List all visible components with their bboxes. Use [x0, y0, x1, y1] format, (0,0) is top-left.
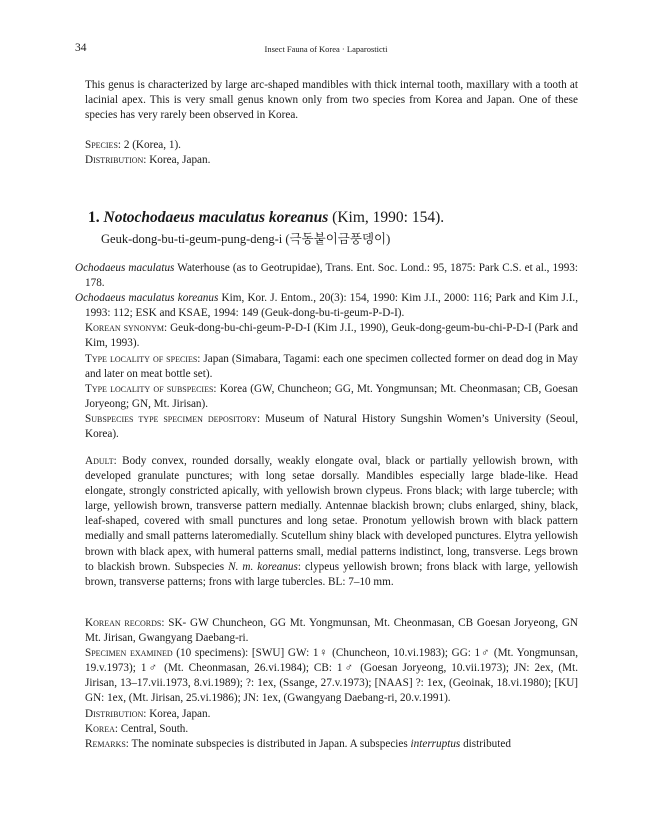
synonym-name: Ochodaeus maculatus [75, 262, 175, 274]
species-name: Notochodaeus maculatus koreanus [103, 209, 329, 226]
remarks-taxon: interruptus [410, 737, 461, 750]
species-value: 2 (Korea, 1). [121, 139, 181, 151]
synonym-name: Ochodaeus maculatus koreanus [75, 292, 219, 305]
species-number: 1. [88, 209, 104, 226]
distribution-label: Distribution: [85, 154, 147, 167]
synonym-entry: Ochodaeus maculatus koreanus Kim, Kor. J. Entom., 20(3): 154, 1990: Kim J.I., 2000: 116; Park and Kim J.I., 1993: 112; ESK and KSAE, 1994: 149 (Geuk-dong-bu-ti-geum-P-D-I). [75, 292, 579, 320]
adult-label: Adult: [85, 455, 117, 467]
page-number: 34 [75, 42, 87, 54]
running-header [75, 41, 577, 55]
species-heading [88, 208, 444, 228]
type-locality-species: Type locality of species: Japan (Simabara, Tagami: each one specimen collected former on dead dog in May and later on meat bottle set). [85, 352, 578, 380]
species-author: (Kim, 1990: 154). [328, 209, 445, 226]
genus-intro-paragraph: This genus is characterized by large arc-shaped mandibles with thick internal tooth, maxillary with a tooth at lacinial apex. This is very small genus known only from two species from Korea and Japan. One of these species has very rarely been observed in Korea. [85, 79, 578, 122]
korean-synonym: Korean synonym: Geuk-dong-bu-chi-geum-P-D-I (Kim J.I., 1990), Geuk-dong-geum-bu-chi-P-D-I (Park and Kim, 1993). [85, 322, 578, 350]
subspecies-name: N. m. koreanus [228, 560, 298, 573]
genus-distribution-line [75, 153, 578, 168]
type-depository: Subspecies type specimen depository: Museum of Natural History Sungshin Women’s University (Seoul, Korea). [85, 412, 579, 441]
synonym-entry: Ochodaeus maculatus Waterhouse (as to Geotrupidae), Trans. Ent. Soc. Lond.: 95, 1875: Park C.S. et al., 1993: 178. [75, 262, 579, 290]
running-title: Insect Fauna of Korea · Laparosticti [264, 44, 388, 54]
adult-paragraph: Adult: Body convex, rounded dorsally, weakly elongate oval, black or partially yellowish brown, with developed granulate punctures; with long setae dorsally. Mandibles especially large blade-like. Head elongate, strongly constricted apically, with yellowish brown clypeus. Frons black; with large tubercle; with large, yellowish brown, transverse pattern medially. Antennae blackish brown; clubs enlarged, shiny, black, leaf-shaped, covered with small punctures and long setae. Pronotum yellowish brown with black pattern medially and small patterns lateromedially. Scutellum shiny black with developed punctures. Elytra yellowish brown with black apex, with humeral patterns small, medial patterns indistinct, long, transverse. Legs brown to blackish brown. Subspecies N. m. koreanus: clypeus yellowish brown; frons black with large, yellowish brown, transverse patterns; frons with large tubercles. BL: 7–10 mm. [85, 455, 578, 588]
distribution: Distribution: Korea, Japan. [85, 707, 211, 720]
specimens-examined: Specimen examined (10 specimens): [SWU] GW: 1♀ (Chuncheon, 10.vi.1983); GG: 1♂ (Mt. Yongmunsan, 19.v.1973); 1♂ (Mt. Cheonmasan, 26.vi.1984); CB: 1♂ (Goesan Joryeong, 10.vii.1973); JN: 2ex, (Mt. Jirisan, 13–17.vii.1973, 8.vi.1989); ?: 1ex, (Ssange, 27.v.1973); [NAAS] ?: 1ex, (Geoinak, 18.vi.1980); [KU] GN: 1ex, (Mt. Jirisan, 25.vi.1986); JN: 1ex, (Gwangyang Daebang-ri, 20.v.1991). [85, 647, 578, 705]
records-section [75, 616, 578, 752]
korea-distribution: Korea: Central, South. [85, 722, 189, 735]
remarks: Remarks: The nominate subspecies is distributed in Japan. A subspecies interruptus distributed [85, 737, 511, 750]
genus-description [75, 78, 578, 123]
type-locality-subspecies: Type locality of subspecies: Korea (GW, Chuncheon; GG, Mt. Yongmunsan; Mt. Cheonmasan; CB, Goesan Joryeong; GN, Mt. Jirisan). [85, 382, 578, 410]
species-common-name: Geuk-dong-bu-ti-geum-pung-deng-i (극동붙이금풍뎅이) [101, 232, 391, 246]
genus-summary [75, 138, 578, 168]
adult-description [75, 454, 578, 590]
distribution-value: Korea, Japan. [146, 154, 211, 167]
species-count-line [75, 138, 578, 153]
species-label: Species: [85, 139, 122, 151]
korean-records: Korean records: SK- GW Chuncheon, GG Mt. Yongmunsan, Mt. Cheonmasan, CB Goesan Joryeong, GN Mt. Jirisan, Gwangyang Daebang-ri. [85, 617, 578, 645]
synonymy-section [75, 261, 578, 442]
